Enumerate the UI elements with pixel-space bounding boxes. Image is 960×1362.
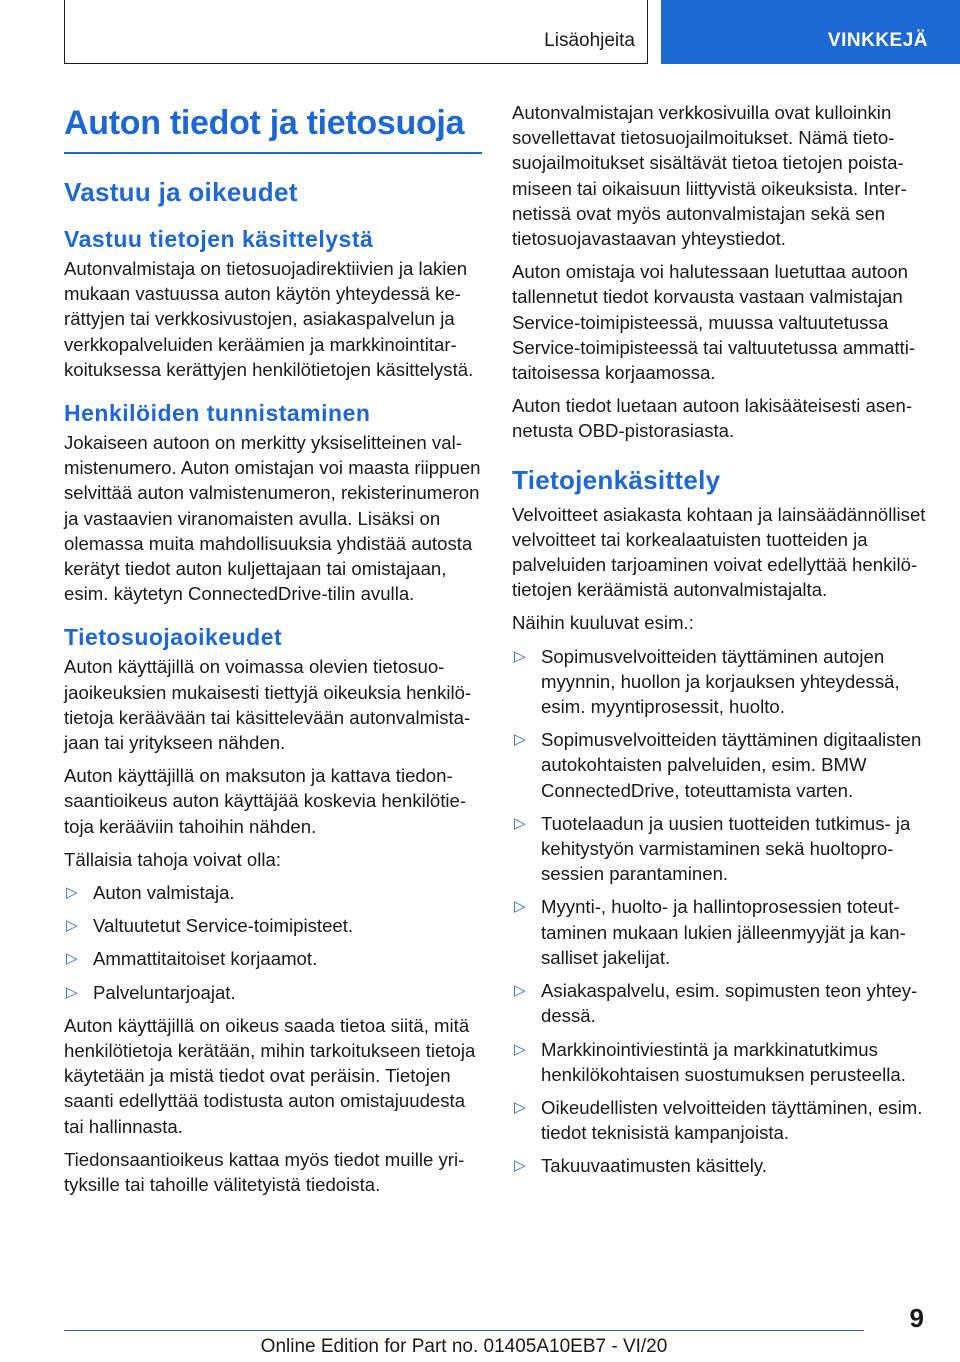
triangle-right-icon: ▷ — [514, 1040, 526, 1058]
footer-divider — [64, 1330, 864, 1331]
paragraph: Autonvalmistajan verkkosivuilla ovat kulloinkin sovellettavat tietosuojailmoitukset. Nämä tietosuojailmoitukset sisältävät tietoa tietojen poistamiseen tai oikaisuun liittyvistä oikeuksista. Internetissä ovat myös autonvalmistajan sekä sen tietosuojavastaavan yhteystiedot. — [512, 102, 907, 250]
bullet-list-purposes — [512, 644, 930, 1179]
list-item: ▷ Markkinointiviestintä ja markkinatutkimus henkilökohtaisen suostumuksen perusteella. — [514, 1038, 906, 1085]
list-item: ▷ Asiakaspalvelu, esim. sopimusten teon yhteydessä. — [514, 980, 918, 1027]
paragraph: Jokaiseen autoon on merkitty yksiselitteinen valmistenumero. Auton omistajan voi maasta riippuen selvittää auton valmistenumeron, rekisterinumeron ja vastaavien viranomaisten avulla. Lisäksi on olemassa muita mahdollisuuksia yhdistää autosta kerätyt tiedot auton kuljettajaan tai omistajaan, esim. käytetyn ConnectedDrive-tilin avulla. — [64, 432, 481, 605]
page-title: Auton tiedot ja tietosuoja — [64, 100, 482, 154]
list-item: ▷ Tuotelaadun ja uusien tuotteiden tutkimus- ja kehitystyön varmistaminen sekä huoltoprosessien parantaminen. — [514, 812, 911, 885]
paragraph: Velvoitteet asiakasta kohtaan ja lainsäädännölliset velvoitteet tai korkealaatuisten tuotteiden ja palveluiden tarjoaminen voivat edellyttää henkilötietojen keräämistä autonvalmistajalta. — [512, 503, 926, 601]
list-item: ▷ Takuuvaatimusten käsittely. — [512, 1153, 930, 1178]
subheading-privacy-rights: Tietosuojaoikeudet — [64, 624, 283, 651]
paragraph: Tiedonsaantioikeus kattaa myös tiedot muille yrityksille tai tahoille välitetyistä tiedoista. — [64, 1148, 465, 1196]
paragraph: Autonvalmistaja on tietosuojadirektiivien ja lakien mukaan vastuussa auton käytön yhteydessä kerättyjen tai verkkosivustojen, asiakaspalvelun ja verkkopalveluiden keräämien ja markkinointitarkoituksessa kerättyjen henkilötietojen käsittelystä. — [64, 258, 474, 380]
triangle-right-icon: ▷ — [514, 898, 526, 916]
bullet-list-parties — [64, 880, 482, 1005]
section-heading-responsibility: Vastuu ja oikeudet — [64, 177, 298, 207]
triangle-right-icon: ▷ — [514, 1157, 526, 1175]
paragraph: Auton omistaja voi halutessaan luetuttaa autoon tallennetut tiedot korvausta vastaan valmistajan Service-toimipisteessä, muussa valtuutetussa Service-toimipisteessä tai valtuutetussa ammattitaitoisessa korjaamossa. — [512, 261, 916, 384]
paragraph: Auton käyttäjillä on maksuton ja kattava tiedonsaantioikeus auton käyttäjää koskevia henkilötietoja kerääviin tahoihin nähden. — [64, 765, 467, 837]
triangle-right-icon: ▷ — [514, 731, 526, 749]
paragraph: Auton käyttäjillä on voimassa olevien tietosuojaoikeuksien mukaisesti tiettyjä oikeuksia henkilötietoja keräävään tai käsittelevään autonvalmistajaan tai yritykseen nähden. — [64, 656, 472, 754]
triangle-right-icon: ▷ — [66, 917, 78, 935]
paragraph: Auton tiedot luetaan autoon lakisääteisesti asennetusta OBD-pistorasiasta. — [512, 395, 913, 442]
triangle-right-icon: ▷ — [514, 982, 526, 1000]
header-section-box — [64, 0, 648, 64]
paragraph: Auton käyttäjillä on oikeus saada tietoa siitä, mitä henkilötietoja kerätään, mihin tarkoitukseen tietoja käytetään ja mistä tiedot ovat peräisin. Tietojen saanti edellyttää todistusta auton omistajuudesta tai hallinnasta. — [64, 1014, 476, 1137]
list-item: ▷ Auton valmistaja. — [64, 880, 482, 905]
header-chapter-label: VINKKEJÄ — [827, 30, 928, 51]
right-column — [512, 100, 930, 1187]
triangle-right-icon: ▷ — [514, 1098, 526, 1116]
list-item: ▷ Sopimusvelvoitteiden täyttäminen digitaalisten autokohtaisten palveluiden, esim. BMW ConnectedDrive, toteuttamista varten. — [514, 729, 922, 801]
triangle-right-icon: ▷ — [66, 983, 78, 1001]
section-heading-data-processing: Tietojenkäsittely — [512, 464, 721, 495]
list-item: ▷ Myynti-, huolto- ja hallintoprosessien toteuttaminen mukaan lukien jälleenmyyjät ja kansalliset jakelijat. — [514, 896, 906, 968]
subheading-identification: Henkilöiden tunnistaminen — [64, 400, 371, 427]
list-item: ▷ Oikeudellisten velvoitteiden täyttäminen, esim. tiedot teknisistä kampanjoista. — [514, 1096, 923, 1144]
triangle-right-icon: ▷ — [514, 647, 526, 665]
header-chapter-tab[interactable] — [661, 0, 960, 64]
triangle-right-icon: ▷ — [66, 884, 78, 902]
subheading-data-processing-responsibility: Vastuu tietojen käsittelystä — [64, 226, 374, 252]
list-item: ▷ Ammattitaitoiset korjaamot. — [64, 946, 482, 971]
list-item: ▷ Sopimusvelvoitteiden täyttäminen autojen myynnin, huollon ja korjauksen yhteydessä, esim. myyntiprosessit, huolto. — [514, 645, 900, 718]
paragraph: Näihin kuuluvat esim.: — [512, 612, 694, 634]
left-column — [64, 100, 482, 1205]
footer-edition: Online Edition for Part no. 01405A10EB7 - VI/20 — [260, 1336, 668, 1357]
header-section-label: Lisäohjeita — [544, 30, 635, 51]
triangle-right-icon: ▷ — [66, 950, 78, 968]
list-item: ▷ Palveluntarjoajat. — [64, 980, 482, 1005]
triangle-right-icon: ▷ — [514, 814, 526, 832]
paragraph: Tällaisia tahoja voivat olla: — [64, 848, 282, 870]
page-number: 9 — [909, 1303, 924, 1333]
list-item: ▷ Valtuutetut Service-toimipisteet. — [64, 913, 482, 938]
